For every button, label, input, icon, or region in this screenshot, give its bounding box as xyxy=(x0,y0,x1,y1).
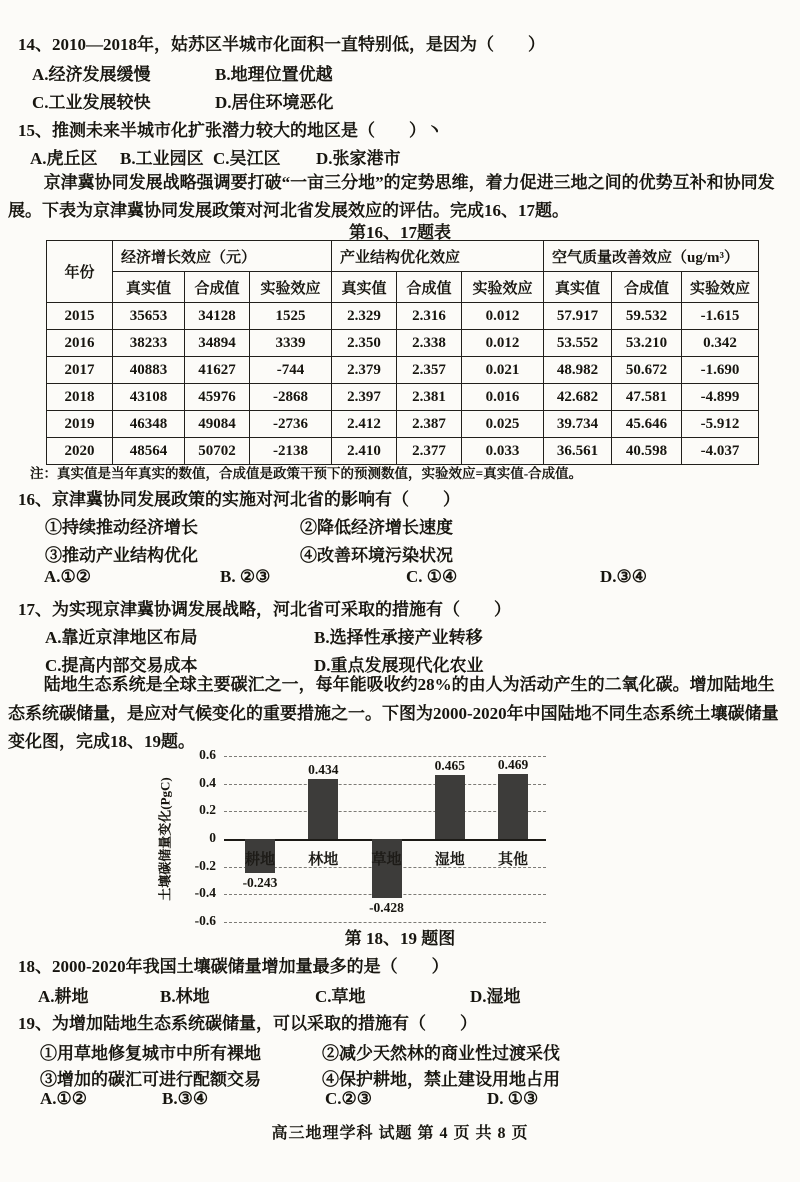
table-cell: 34894 xyxy=(185,330,250,357)
question-16-item-1: ①持续推动经济增长 xyxy=(45,518,198,537)
chart-y-axis-label: 土壤碳储量变化(PgC) xyxy=(157,777,173,901)
table-row xyxy=(47,384,759,411)
table-cell: -2138 xyxy=(250,438,332,465)
table-cell: 2.377 xyxy=(397,438,462,465)
table-cell: 53.210 xyxy=(612,330,682,357)
question-18-option-c: C.草地 xyxy=(315,987,366,1006)
table-cell: 53.552 xyxy=(544,330,612,357)
y-tick-label: -0.4 xyxy=(194,885,216,901)
table-cell: 2.387 xyxy=(397,411,462,438)
question-16-item-4: ④改善环境污染状况 xyxy=(300,546,453,565)
table-cell: 40883 xyxy=(113,357,185,384)
table-cell: 2.412 xyxy=(332,411,397,438)
table-cell: 0.012 xyxy=(462,330,544,357)
question-18-stem: 18、2000-2020年我国土壤碳储量增加量最多的是（ ） xyxy=(18,957,449,976)
question-18-option-d: D.湿地 xyxy=(470,987,521,1006)
table-cell: -4.037 xyxy=(682,438,759,465)
question-15-option-b: B.工业园区 xyxy=(120,149,204,168)
table-title: 第16、17题表 xyxy=(349,223,451,242)
table-cell: 0.342 xyxy=(682,330,759,357)
table-cell: 2.338 xyxy=(397,330,462,357)
table-subheader-real: 真实值 xyxy=(544,272,612,303)
question-18-option-a: A.耕地 xyxy=(38,987,89,1006)
question-15-stem: 15、推测未来半城市化扩张潜力较大的地区是（ ）丶 xyxy=(18,121,443,140)
bar-category-label: 草地 xyxy=(371,852,402,868)
table-subheader-synth: 合成值 xyxy=(397,272,462,303)
table-cell: 2020 xyxy=(47,438,113,465)
table-cell: 2.379 xyxy=(332,357,397,384)
y-tick-label: 0.6 xyxy=(199,747,216,762)
y-tick-label: -0.2 xyxy=(194,857,216,873)
question-16-answer-c: C. ①④ xyxy=(406,567,458,586)
question-16-item-2: ②降低经济增长速度 xyxy=(300,518,453,537)
question-19-item-1: ①用草地修复城市中所有裸地 xyxy=(40,1044,261,1063)
table-cell: 49084 xyxy=(185,411,250,438)
question-17-option-b: B.选择性承接产业转移 xyxy=(314,628,483,647)
table-cell: 0.025 xyxy=(462,411,544,438)
question-19-item-4: ④保护耕地，禁止建设用地占用 xyxy=(322,1070,560,1089)
table-cell: 0.016 xyxy=(462,384,544,411)
question-19-answer-b: B.③④ xyxy=(162,1089,209,1108)
question-14-options-row-1 xyxy=(0,60,800,88)
question-19-stem: 19、为增加陆地生态系统碳储量，可以采取的措施有（ ） xyxy=(18,1014,477,1033)
table-cell: 39.734 xyxy=(544,411,612,438)
question-17-option-c: C.提高内部交易成本 xyxy=(45,656,198,675)
table-cell: -2868 xyxy=(250,384,332,411)
table-cell: 0.033 xyxy=(462,438,544,465)
table-header-economy: 经济增长效应（元） xyxy=(113,241,332,272)
question-18-options-row xyxy=(0,982,800,1010)
table-cell: -1.615 xyxy=(682,303,759,330)
y-tick-label: 0 xyxy=(209,830,216,845)
table-subheader-real: 真实值 xyxy=(332,272,397,303)
bar-value-label: -0.428 xyxy=(369,900,404,916)
question-19-answer-c: C.②③ xyxy=(325,1089,373,1108)
table-cell: 47.581 xyxy=(612,384,682,411)
bar-value-label: 0.434 xyxy=(308,761,339,777)
question-16-answer-d: D.③④ xyxy=(600,567,648,586)
table-cell: 2.329 xyxy=(332,303,397,330)
question-19-answers-row xyxy=(0,1089,800,1117)
bar-湿地 xyxy=(435,775,465,839)
passage-jingjinji: 京津冀协同发展战略强调要打破“一亩三分地”的定势思维，着力促进三地之间的优势互补和协同发展。下表为京津冀协同发展政策对河北省发展效应的评估。完成16、17题。 xyxy=(8,173,775,220)
table-cell: 3339 xyxy=(250,330,332,357)
table-cell: 59.532 xyxy=(612,303,682,330)
question-15-option-a: A.虎丘区 xyxy=(30,149,98,168)
question-16-items-row-1 xyxy=(0,513,800,541)
bar-category-label: 湿地 xyxy=(434,852,465,868)
table-cell: 2.350 xyxy=(332,330,397,357)
question-15-option-d: D.张家港市 xyxy=(316,149,401,168)
bar-value-label: 0.469 xyxy=(497,757,529,773)
table-note: 注：真实值是当年真实的数值，合成值是政策干预下的预测数值，实验效应=真实值-合成值。 xyxy=(30,466,583,481)
bar-category-label: 耕地 xyxy=(244,852,276,868)
chart-plot-area xyxy=(150,742,595,934)
table-cell: -1.690 xyxy=(682,357,759,384)
table-cell: 2.316 xyxy=(397,303,462,330)
table-cell: 36.561 xyxy=(544,438,612,465)
question-17-options-row-1 xyxy=(0,623,800,651)
table-cell: 2.410 xyxy=(332,438,397,465)
table-subheader-effect: 实验效应 xyxy=(462,272,544,303)
bar-category-label: 林地 xyxy=(308,852,339,868)
question-14-options-row-2 xyxy=(0,88,800,116)
table-cell: 2.397 xyxy=(332,384,397,411)
question-17-stem: 17、为实现京津冀协调发展战略，河北省可采取的措施有（ ） xyxy=(18,600,511,619)
table-row xyxy=(47,438,759,465)
table-cell: 0.021 xyxy=(462,357,544,384)
table-cell: 2016 xyxy=(47,330,113,357)
bar-林地 xyxy=(308,779,338,839)
chart-caption: 第 18、19 题图 xyxy=(344,929,456,948)
question-17-option-a: A.靠近京津地区布局 xyxy=(45,628,198,647)
table-cell: 2.357 xyxy=(397,357,462,384)
table-subheader-synth: 合成值 xyxy=(185,272,250,303)
table-subheader-effect: 实验效应 xyxy=(682,272,759,303)
table-cell: 50.672 xyxy=(612,357,682,384)
table-cell: 2015 xyxy=(47,303,113,330)
table-cell: 43108 xyxy=(113,384,185,411)
effects-table xyxy=(46,240,759,465)
question-15-option-c: C.吴江区 xyxy=(213,149,281,168)
table-header-year: 年份 xyxy=(47,241,113,303)
question-14-option-a: A.经济发展缓慢 xyxy=(32,65,151,84)
table-cell: 0.012 xyxy=(462,303,544,330)
bar-其他 xyxy=(498,774,528,839)
table-cell: 50702 xyxy=(185,438,250,465)
table-cell: 45976 xyxy=(185,384,250,411)
question-14-option-b: B.地理位置优越 xyxy=(215,65,333,84)
table-subheader-synth: 合成值 xyxy=(612,272,682,303)
question-16-items-row-2 xyxy=(0,541,800,569)
question-19-items-row-1 xyxy=(0,1039,800,1067)
table-cell: 2.381 xyxy=(397,384,462,411)
bar-value-label: 0.465 xyxy=(434,757,465,773)
soil-carbon-bar-chart xyxy=(150,742,595,934)
table-cell: 46348 xyxy=(113,411,185,438)
table-row xyxy=(47,411,759,438)
table-subheader-effect: 实验效应 xyxy=(250,272,332,303)
table-cell: 45.646 xyxy=(612,411,682,438)
table-cell: 42.682 xyxy=(544,384,612,411)
question-19-answer-a: A.①② xyxy=(40,1089,88,1108)
question-19-item-3: ③增加的碳汇可进行配额交易 xyxy=(40,1070,261,1089)
table-header-air: 空气质量改善效应（ug/m³） xyxy=(544,241,759,272)
gridline xyxy=(224,922,546,923)
table-cell: 38233 xyxy=(113,330,185,357)
question-18-option-b: B.林地 xyxy=(160,987,210,1006)
table-cell: -5.912 xyxy=(682,411,759,438)
y-tick-label: 0.2 xyxy=(199,802,216,818)
table-cell: 2018 xyxy=(47,384,113,411)
table-row xyxy=(47,303,759,330)
question-16-stem: 16、京津冀协同发展政策的实施对河北省的影响有（ ） xyxy=(18,490,460,509)
bar-category-label: 其他 xyxy=(497,852,529,868)
table-cell: 40.598 xyxy=(612,438,682,465)
table-cell: 35653 xyxy=(113,303,185,330)
question-16-answer-b: B. ②③ xyxy=(220,567,271,586)
question-17-option-d: D.重点发展现代化农业 xyxy=(314,656,484,675)
passage-carbon: 陆地生态系统是全球主要碳汇之一，每年能吸收约28%的由人为活动产生的二氧化碳。增加陆地生态系统碳储量，是应对气候变化的重要措施之一。下图为2000-2020年中国陆地不同生态系统土壤碳储量变化图，完成18、19题。 xyxy=(8,675,779,751)
question-16-answer-a: A.①② xyxy=(44,567,92,586)
question-19-answer-d: D. ①③ xyxy=(487,1089,539,1108)
table-cell: -744 xyxy=(250,357,332,384)
y-tick-label: 0.4 xyxy=(199,774,216,790)
question-14-option-c: C.工业发展较快 xyxy=(32,93,151,112)
table-cell: 41627 xyxy=(185,357,250,384)
table-cell: 48564 xyxy=(113,438,185,465)
table-cell: 2017 xyxy=(47,357,113,384)
table-cell: -4.899 xyxy=(682,384,759,411)
table-row xyxy=(47,330,759,357)
question-19-item-2: ②减少天然林的商业性过渡采伐 xyxy=(322,1044,560,1063)
table-cell: 1525 xyxy=(250,303,332,330)
table-subheader-real: 真实值 xyxy=(113,272,185,303)
table-cell: -2736 xyxy=(250,411,332,438)
question-15-options-row xyxy=(0,144,800,172)
question-14-option-d: D.居住环境恶化 xyxy=(215,93,334,112)
table-header-industry: 产业结构优化效应 xyxy=(332,241,544,272)
table-cell: 34128 xyxy=(185,303,250,330)
question-16-answers-row xyxy=(0,567,800,595)
y-tick-label: -0.6 xyxy=(194,913,216,928)
table-row xyxy=(47,357,759,384)
table-cell: 2019 xyxy=(47,411,113,438)
question-16-item-3: ③推动产业结构优化 xyxy=(45,546,198,565)
table-cell: 57.917 xyxy=(544,303,612,330)
bar-value-label: -0.243 xyxy=(242,874,278,890)
question-14-stem: 14、2010—2018年，姑苏区半城市化面积一直特别低，是因为（ ） xyxy=(18,35,545,54)
page-footer: 高三地理学科 试题 第 4 页 共 8 页 xyxy=(271,1125,529,1142)
table-cell: 48.982 xyxy=(544,357,612,384)
